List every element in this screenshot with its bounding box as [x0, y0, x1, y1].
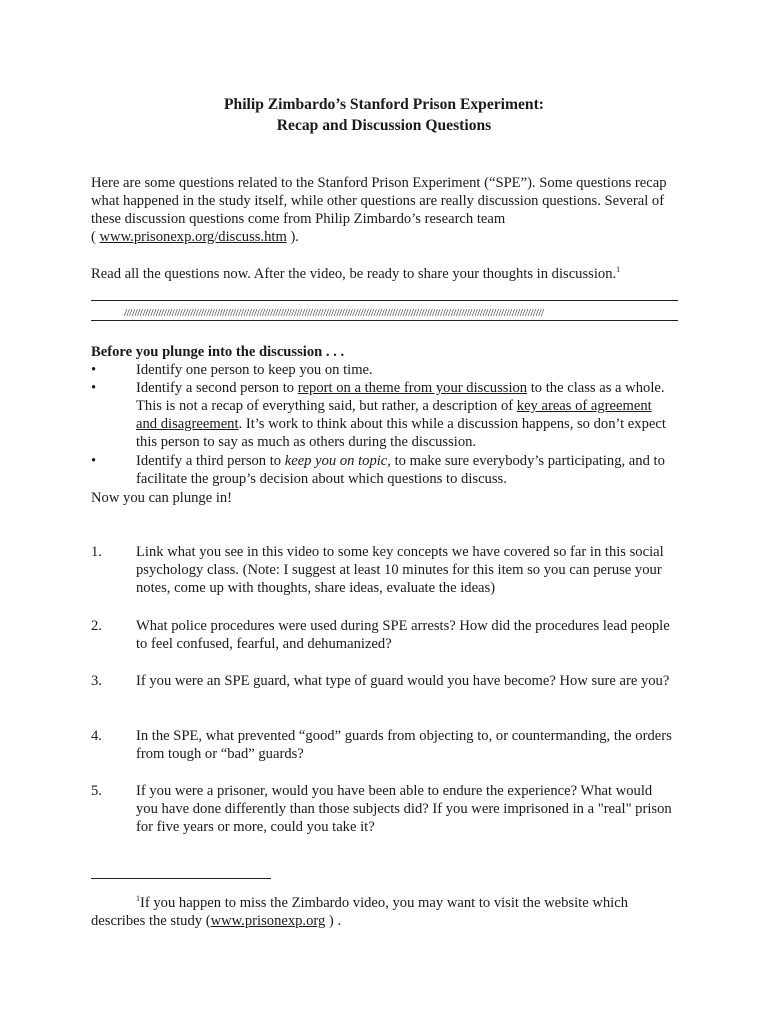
question-text: Link what you see in this video to some key concepts we have covered so far in this social psychology class. (Note: I suggest at least 10 minutes for this item so you can peruse your notes, come up with thoughts, share ideas, evaluate the ideas): [136, 544, 664, 596]
title-line-1: Philip Zimbardo’s Stanford Prison Experiment:: [224, 96, 544, 113]
intro-text: Here are some questions related to the Stanford Prison Experiment (“SPE”). Some questions recap what happened in the study itself, while other questions are really discussion questions. Several of these discussion questions come from Philip Zimbardo’s research team: [91, 175, 667, 227]
bullet: •: [91, 453, 97, 469]
underlined-phrase: key areas of agreement and disagreement: [136, 398, 652, 432]
question-text: If you were an SPE guard, what type of guard would you have become? How sure are you?: [136, 673, 670, 689]
question-number: 3.: [91, 673, 102, 689]
emphasis-phrase: keep you on topic,: [284, 453, 391, 469]
footnote: $^1$If you happen to miss the Zimbardo video, you may want to visit the website which describes the study (www.prisonexp.org ) .: [91, 894, 628, 929]
slash-divider: //////////////////////////////////////////////////////////////////////////////////////////////////////////////////////////////////////////////////////////////: [124, 307, 544, 319]
bullet: •: [91, 380, 97, 396]
bullet-item-timekeeper: Identify one person to keep you on time.: [136, 362, 373, 378]
bullet-item-reporter: Identify a second person to report on a theme from your discussion to the class as a whole. This is not a recap of everything said, but rather, a description of key areas of agreement and disagreement. It’s work to think about this while a discussion happens, so don’t expect this person to say as much as others during the discussion.: [136, 380, 666, 450]
question-number: 5.: [91, 783, 102, 799]
instructions-paragraph: Read all the questions now. After the video, be ready to share your thoughts in discussion.$^1$: [91, 265, 621, 282]
question-number: 1.: [91, 544, 102, 560]
underlined-phrase: report on a theme from your discussion: [297, 380, 528, 396]
discuss-link[interactable]: www.prisonexp.org/discuss.htm: [99, 229, 287, 245]
closing-line: Now you can plunge in!: [91, 490, 233, 506]
question-number: 2.: [91, 618, 102, 634]
question-text: In the SPE, what prevented “good” guards from objecting to, or countermanding, the orders from tough or “bad” guards?: [136, 728, 672, 762]
bullet: •: [91, 362, 97, 378]
divider-bottom: [91, 320, 678, 321]
question-number: 4.: [91, 728, 102, 744]
page-title: [0, 96, 768, 135]
title-line-2: Recap and Discussion Questions: [276, 117, 492, 134]
section-heading: Before you plunge into the discussion . . .: [91, 344, 345, 360]
divider-top: [91, 300, 678, 301]
question-text: What police procedures were used during SPE arrests? How did the procedures lead people to feel confused, fearful, and dehumanized?: [136, 618, 670, 652]
footnote-number: 1: [136, 894, 140, 904]
footnote-ref[interactable]: 1: [616, 265, 621, 275]
prisonexp-link[interactable]: www.prisonexp.org: [210, 913, 326, 929]
footnote-separator: [91, 878, 271, 879]
bullet-item-facilitator: Identify a third person to keep you on topic, to make sure everybody’s participating, and to facilitate the group’s decision about which questions to discuss.: [136, 453, 665, 487]
intro-paragraph: Here are some questions related to the Stanford Prison Experiment (“SPE”). Some questions recap what happened in the study itself, while other questions are really discussion questions. Several of these discussion questions come from Philip Zimbardo’s research team ( www.prisonexp.org/discuss.htm ).: [91, 175, 667, 245]
question-text: If you were a prisoner, would you have been able to endure the experience? What would you have done differently than those subjects did? If you were imprisoned in a "real" prison for five years or more, could you take it?: [136, 783, 672, 835]
